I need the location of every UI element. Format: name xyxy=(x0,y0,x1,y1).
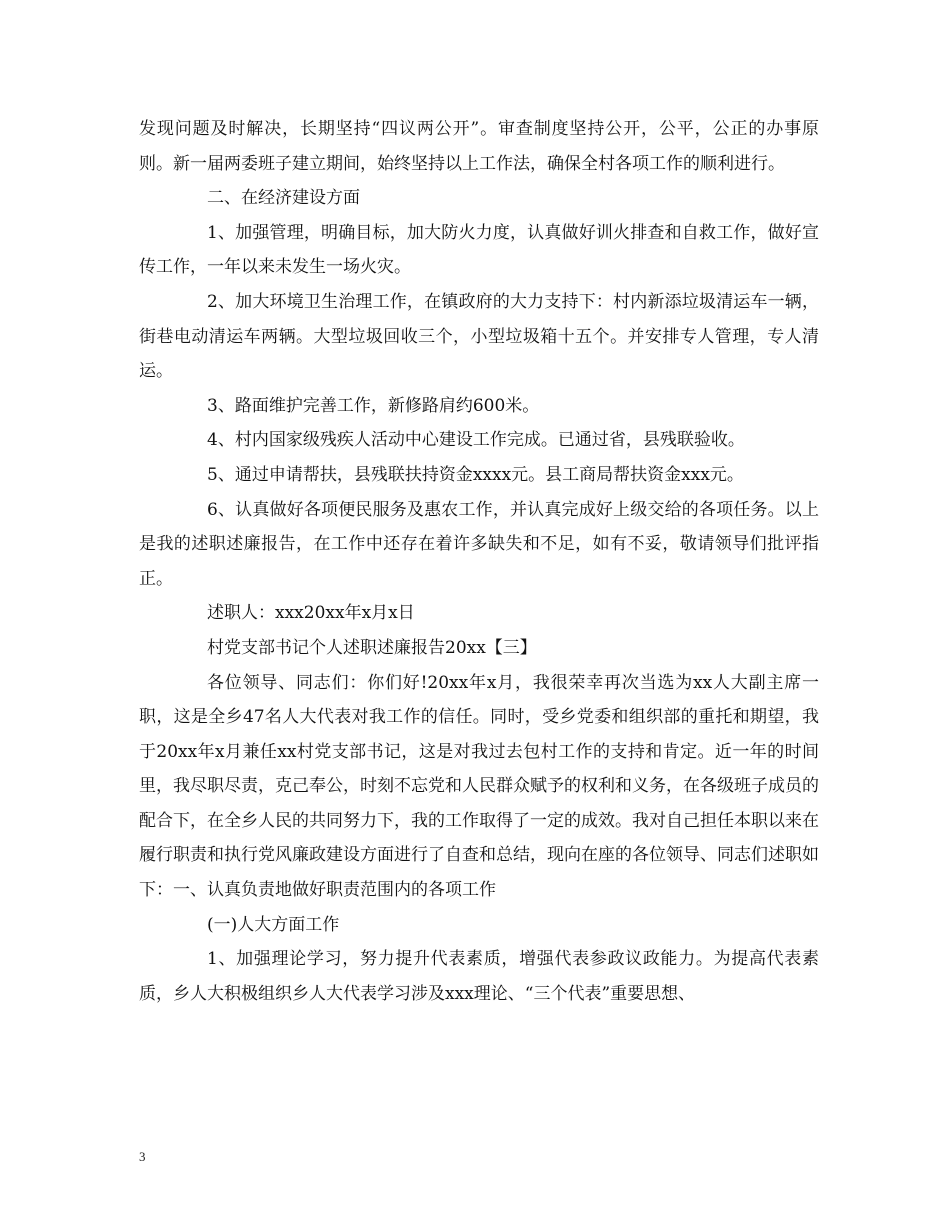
paragraph-greeting: 各位领导、同志们：你们好!20xx年x月，我很荣幸再次当选为xx人大副主席一职，这是全乡47名人大代表对我工作的信任。同时，受乡党委和组织部的重托和期望，我于20xx年x月兼任xx村党支部书记，这是对我过去包村工作的支持和肯定。近一年的时间里，我尽职尽责，克己奉公，时刻不忘党和人民群众赋予的权利和义务，在各级班子成员的配合下，在全乡人民的共同努力下，我的工作取得了一定的成效。我对自己担任本职以来在履行职责和执行党风廉政建设方面进行了自查和总结，现向在座的各位领导、同志们述职如下：一、认真负责地做好职责范围内的各项工作 xyxy=(139,672,819,901)
list-item-funding: 5、通过申请帮扶，县残联扶持资金xxxx元。县工商局帮扶资金xxx元。 xyxy=(207,464,744,485)
list-item-sanitation: 2、加大环境卫生治理工作，在镇政府的大力支持下：村内新添垃圾清运车一辆，街巷电动清运车两辆。大型垃圾回收三个，小型垃圾箱十五个。并安排专人管理，专人清运。 xyxy=(139,291,819,382)
section-heading-economic: 二、在经济建设方面 xyxy=(207,188,360,209)
paragraph-continuation: 发现问题及时解决，长期坚持“四议两公开”。审查制度坚持公开，公平，公正的办事原则。新一届两委班子建立期间，始终坚持以上工作法，确保全村各项工作的顺利进行。 xyxy=(139,119,819,174)
list-item-theory-study: 1、加强理论学习，努力提升代表素质，增强代表参政议政能力。为提高代表素质，乡人大积极组织乡人大代表学习涉及xxx理论、“三个代表”重要思想、 xyxy=(139,949,819,1004)
list-item-disability-center: 4、村内国家级残疾人活动中心建设工作完成。已通过省，县残联验收。 xyxy=(207,430,745,451)
report-title: 村党支部书记个人述职述廉报告20xx【三】 xyxy=(207,637,537,658)
page-number: 3 xyxy=(139,1149,146,1164)
subsection-heading-npc: (一)人大方面工作 xyxy=(207,914,340,935)
list-item-services-conclusion: 6、认真做好各项便民服务及惠农工作，并认真完成好上级交给的各项任务。以上是我的述职述廉报告，在工作中还存在着许多缺失和不足，如有不妥，敬请领导们批评指正。 xyxy=(139,499,819,589)
list-item-fire-prevention: 1、加强管理，明确目标，加大防火力度，认真做好训火排查和自救工作，做好宣传工作，一年以来未发生一场火灾。 xyxy=(139,222,819,278)
document-body xyxy=(139,112,819,1011)
list-item-road-maintenance: 3、路面维护完善工作，新修路肩约600米。 xyxy=(207,395,540,416)
signature-line: 述职人：xxx20xx年x月x日 xyxy=(207,603,415,624)
